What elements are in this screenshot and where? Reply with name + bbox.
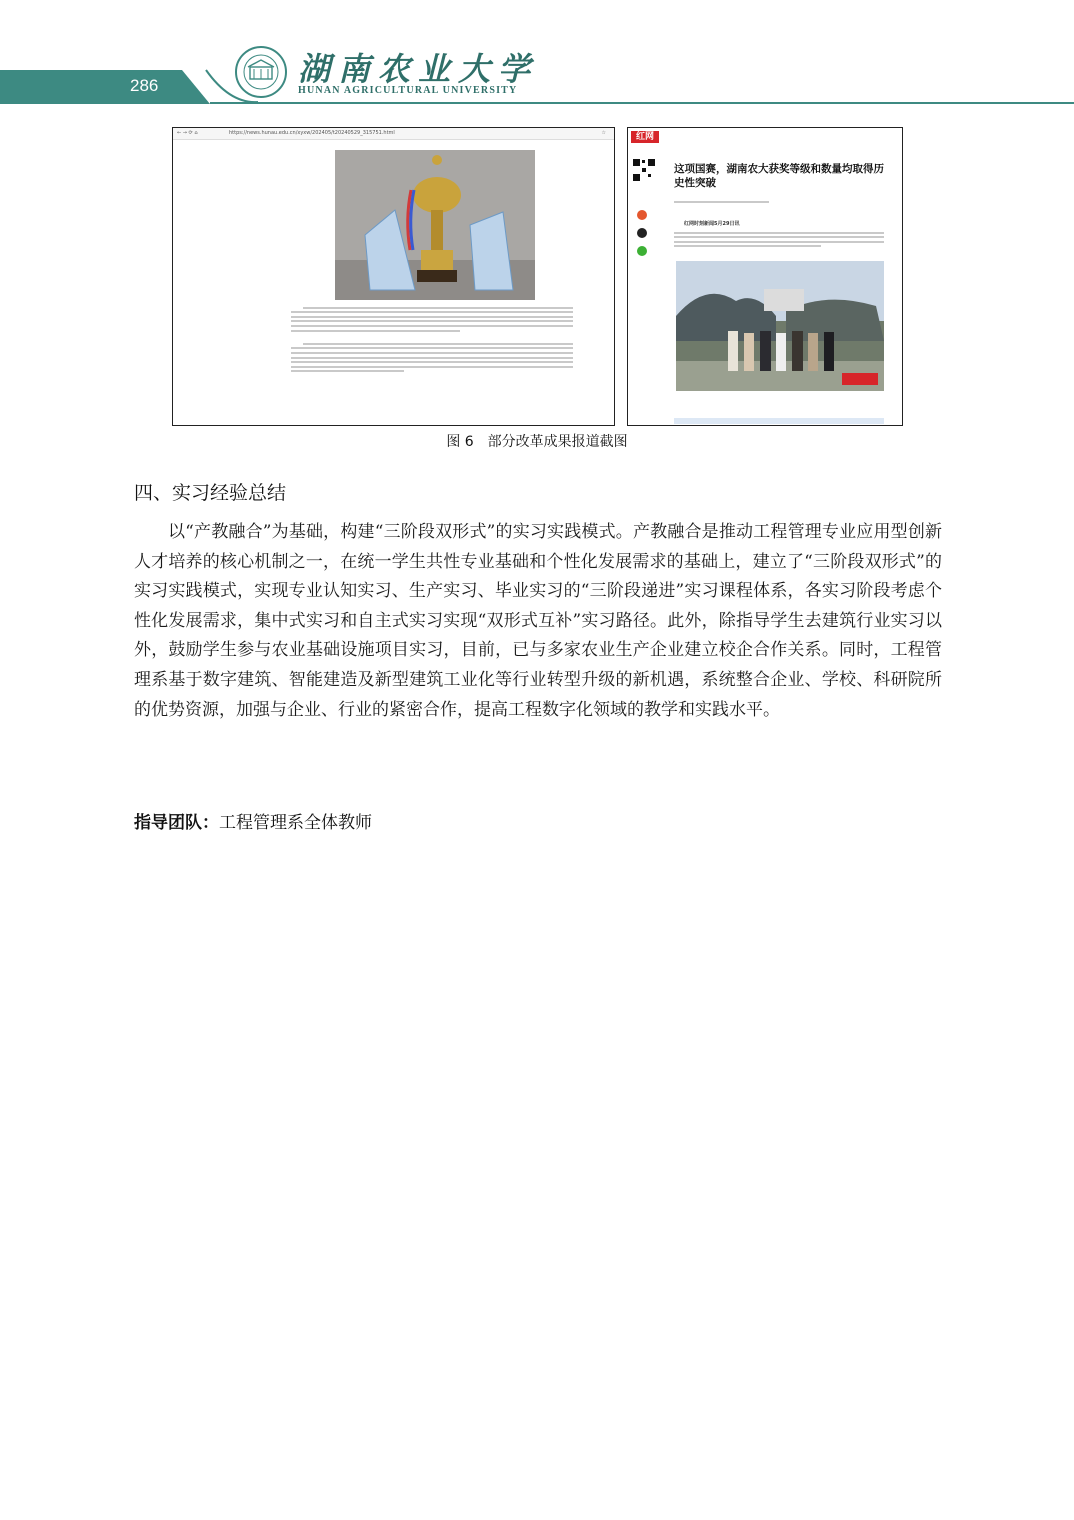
article-headline: 这项国赛，湖南农大获奖等级和数量均取得历史性突破: [674, 163, 884, 189]
guidance-team-value: 工程管理系全体教师: [219, 813, 372, 833]
wechat-icon[interactable]: [637, 246, 647, 256]
figure-caption: 图 6 部分改革成果报道截图: [446, 434, 628, 450]
browser-toolbar: [173, 128, 614, 140]
page-number: 286: [130, 76, 159, 95]
hongwang-logo: 红网: [631, 131, 659, 143]
article-text-right: [674, 210, 884, 250]
qr-code-icon: [632, 158, 656, 182]
guidance-team: [134, 808, 372, 833]
browser-nav-icons: ← → ⟳ ⌂: [177, 130, 198, 136]
university-name-cn: 湖南农业大学: [298, 50, 539, 88]
group-photo: [676, 261, 884, 391]
trophy-photo: [335, 150, 535, 300]
article-footer-bar: [674, 418, 884, 424]
news-screenshot-right: [627, 127, 903, 426]
qq-icon[interactable]: [637, 228, 647, 238]
university-seal-icon: [234, 45, 288, 99]
article-meta: [674, 198, 884, 205]
article-lead: 红网时刻新闻5月29日讯: [684, 221, 740, 227]
news-screenshot-left: [172, 127, 615, 426]
weibo-icon[interactable]: [637, 210, 647, 220]
university-name-en: HUNAN AGRICULTURAL UNIVERSITY: [298, 85, 518, 96]
article-text-left: [291, 304, 573, 375]
header-rule: [210, 102, 1074, 104]
star-icon: ☆: [601, 130, 606, 136]
page-number-tab: [0, 70, 210, 104]
section-heading: 四、实习经验总结: [134, 482, 287, 504]
browser-url: https://news.hunau.edu.cn/xyxw/202405/t20240529_315751.html: [229, 130, 395, 136]
guidance-team-label: 指导团队：: [134, 813, 219, 833]
section-paragraph: 以“产教融合”为基础，构建“三阶段双形式”的实习实践模式。产教融合是推动工程管理专业应用型创新人才培养的核心机制之一，在统一学生共性专业基础和个性化发展需求的基础上，建立了“三阶段双形式”的实习实践模式，实现专业认知实习、生产实习、毕业实习的“三阶段递进”实习课程体系，各实习阶段考虑个性化发展需求，集中式实习和自主式实习实现“双形式互补”实习路径。此外，除指导学生去建筑行业实习以外，鼓励学生参与农业基础设施项目实习，目前，已与多家农业生产企业建立校企合作关系。同时，工程管理系基于数字建筑、智能建造及新型建筑工业化等行业转型升级的新机遇，系统整合企业、学校、科研院所的优势资源，加强与企业、行业的紧密合作，提高工程数字化领域的教学和实践水平。: [134, 522, 942, 720]
